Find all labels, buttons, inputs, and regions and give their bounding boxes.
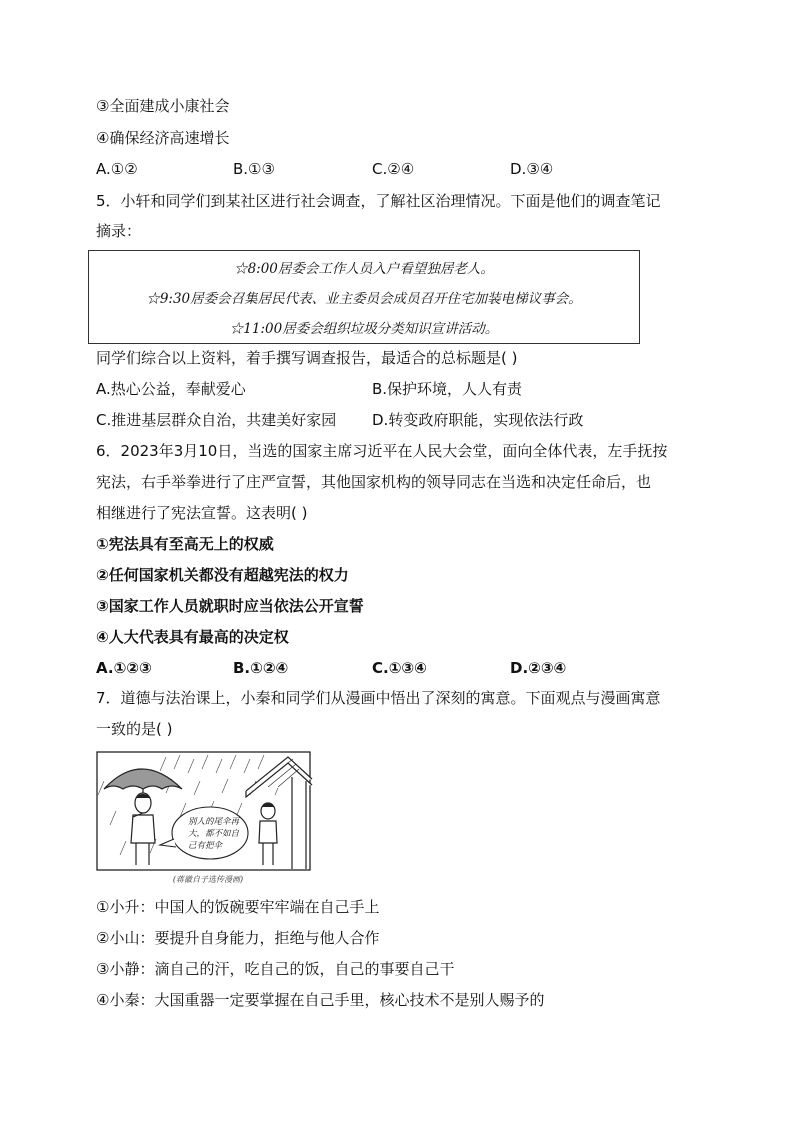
choice-d: D.②③④ — [510, 659, 567, 677]
choice-c: C.推进基层群众自治，共建美好家园 — [96, 411, 337, 429]
choice-d: D.③④ — [510, 160, 554, 178]
q7-item-4: ④小秦：大国重器一定要掌握在自己手里，核心技术不是别人赐予的 — [96, 991, 545, 1009]
bubble-text: 别人的尾伞再 — [188, 817, 240, 827]
q6-item-1: ①宪法具有至高无上的权威 — [96, 535, 274, 553]
choice-b: B.①②④ — [233, 659, 289, 677]
cartoon-illustration — [96, 751, 316, 889]
q5-question: 同学们综合以上资料，着手撰写调查报告，最适合的总标题是( ) — [96, 349, 518, 367]
q5-stem-line2: 摘录： — [96, 222, 142, 240]
choice-d: D.转变政府职能，实现依法行政 — [372, 411, 584, 429]
q5-stem-line1: 5．小轩和同学们到某社区进行社会调查，了解社区治理情况。下面是他们的调查笔记 — [96, 192, 661, 210]
survey-note: ☆11:00居委会组织垃圾分类知识宣讲活动。 — [229, 321, 499, 337]
q7-stem-line2: 一致的是( ) — [96, 720, 173, 738]
q7-item-3: ③小静：滴自己的汗，吃自己的饭，自己的事要自己干 — [96, 960, 455, 978]
q6-stem-line1: 6．2023年3月10日，当选的国家主席习近平在人民大会堂，面向全体代表，左手抚按 — [96, 442, 668, 460]
q6-stem-line2: 宪法，右手举拳进行了庄严宣誓，其他国家机构的领导同志在当选和决定任命后，也 — [96, 473, 652, 491]
choice-b: B.①③ — [233, 160, 275, 178]
option-item-4: ④确保经济高速增长 — [96, 129, 230, 147]
q6-item-3: ③国家工作人员就职时应当依法公开宣誓 — [96, 597, 364, 615]
q6-choices — [96, 658, 696, 678]
choice-b: B.保护环境，人人有责 — [372, 380, 523, 398]
q6-stem-line3: 相继进行了宪法宣誓。这表明( ) — [96, 504, 308, 522]
q5-choices-row2 — [96, 410, 696, 430]
choice-a: A.①②③ — [96, 659, 152, 677]
survey-notes-box — [88, 250, 640, 344]
choice-a: A.①② — [96, 160, 138, 178]
q5-choices-row1 — [96, 379, 696, 399]
cartoon-caption: (蒋徽自子选传漫画) — [172, 875, 244, 884]
q6-item-2: ②任何国家机关都没有超越宪法的权力 — [96, 566, 349, 584]
survey-note: ☆8:00居委会工作人员入户看望独居老人。 — [234, 261, 494, 277]
bubble-text: 大，都不如自 — [188, 829, 240, 839]
choice-a: A.热心公益，奉献爱心 — [96, 380, 246, 398]
choice-c: C.①③④ — [372, 659, 427, 677]
choice-c: C.②④ — [372, 160, 415, 178]
q7-stem-line1: 7．道德与法治课上，小秦和同学们从漫画中悟出了深刻的寓意。下面观点与漫画寓意 — [96, 689, 661, 707]
option-item-3: ③全面建成小康社会 — [96, 97, 230, 115]
q7-item-1: ①小升：中国人的饭碗要牢牢端在自己手上 — [96, 898, 380, 916]
survey-note: ☆9:30居委会召集居民代表、业主委员会成员召开住宅加装电梯议事会。 — [146, 291, 582, 307]
q6-item-4: ④人大代表具有最高的决定权 — [96, 628, 289, 646]
prev-choices — [96, 159, 696, 179]
bubble-text: 己有把伞 — [188, 841, 223, 851]
q7-item-2: ②小山：要提升自身能力，拒绝与他人合作 — [96, 929, 380, 947]
